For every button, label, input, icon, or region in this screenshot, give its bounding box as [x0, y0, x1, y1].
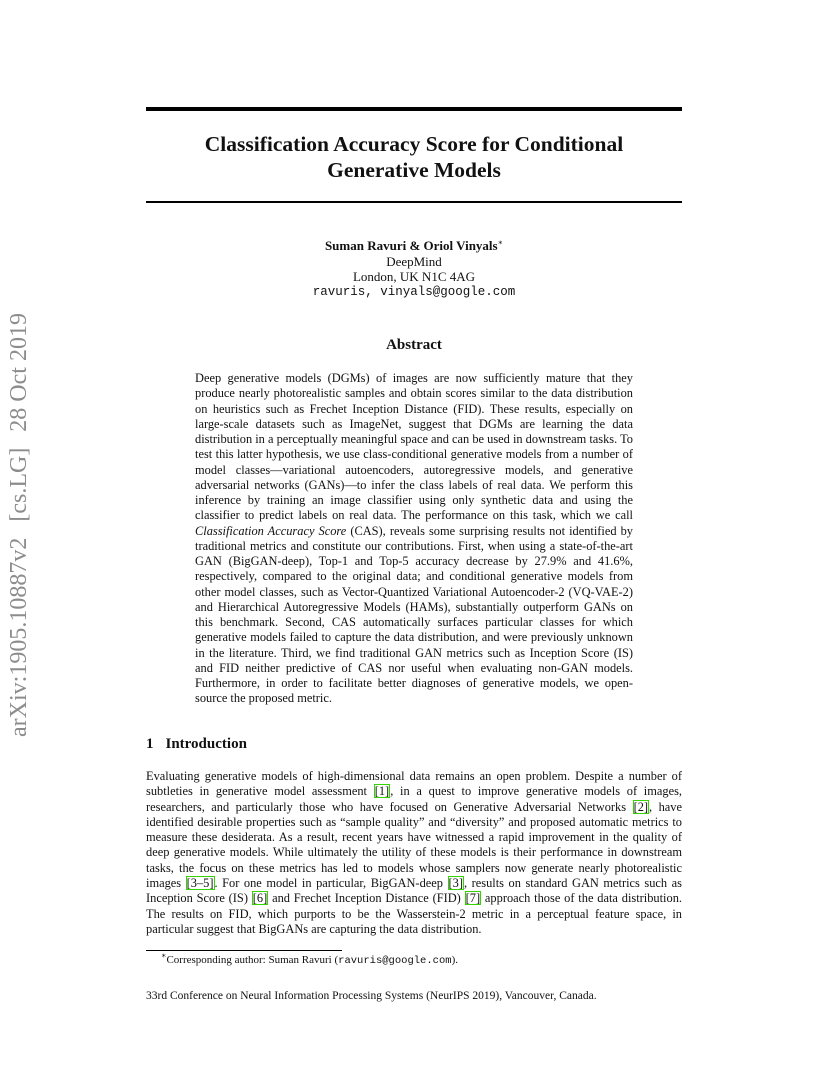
arxiv-date: 28 Oct 2019	[6, 313, 32, 432]
section-title: Introduction	[165, 736, 247, 752]
intro-text-4: . For one model in particular, BigGAN-deep	[214, 876, 448, 891]
footnote-email: ravuris@google.com	[338, 955, 452, 967]
author-block	[146, 238, 682, 300]
section-number: 1	[146, 736, 154, 752]
footnote-text-before: Corresponding author: Suman Ravuri (	[166, 954, 339, 966]
footnote-mark: ∗	[161, 951, 167, 960]
intro-text-7: approach those of the data distribution. The results on FID, which purports to be the Wasserstein-2 metric in a perceptual feature space, in particular suggest that BigGANs are capturing the data distribution.	[146, 891, 682, 936]
title-line-1: Classification Accuracy Score for Conditional	[204, 132, 624, 156]
citation-link[interactable]: [6]	[252, 891, 268, 906]
footnote-text-after: ).	[451, 954, 458, 966]
title-top-rule	[146, 107, 682, 111]
author-location: London, UK N1C 4AG	[352, 269, 476, 284]
arxiv-id: arXiv:1905.10887v2	[6, 537, 32, 737]
citation-link[interactable]: [3–5]	[186, 876, 214, 891]
intro-text-6: and Frechet Inception Distance (FID)	[268, 891, 465, 906]
footnote	[161, 953, 458, 968]
abstract-text-italic: Classification Accuracy Score	[195, 523, 347, 538]
intro-text-5: , results on standard GAN metrics such as Inception Score (IS)	[146, 876, 682, 906]
abstract-body	[195, 371, 633, 707]
title-bottom-rule	[146, 201, 682, 203]
abstract-text-1: Deep generative models (DGMs) of images are now sufficiently mature that they produce nearly photorealistic samples and obtain scores similar to the data distribution on heuristics such as Frechet Inception Distance (FID). These results, especially on large-scale datasets such as ImageNet, suggest that DGMs are learning the data distribution in a perceptually meaningful space and can be used in downstream tasks. To test this latter hypothesis, we use class-conditional generative models from a number of model classes—variational autoencoders, autoregressive models, and generative adversarial networks (GANs)—to infer the class labels of real data. We perform this inference by training an image classifier using only synthetic data and using the classifier to predict labels on real data. The performance on this task, which we call	[195, 371, 633, 523]
arxiv-stamp	[3, 290, 35, 760]
paper-title	[146, 131, 682, 183]
citation-link[interactable]: [1]	[374, 784, 390, 799]
title-line-2: Generative Models	[327, 158, 501, 182]
footnote-rule	[146, 950, 342, 951]
arxiv-category: [cs.LG]	[6, 447, 32, 522]
citation-link[interactable]: [2]	[633, 799, 649, 814]
introduction-body	[146, 769, 682, 937]
intro-text-3: , have identified desirable properties such as “sample quality” and “diversity” and proposed automatic metrics to measure these desiderata. As a result, recent years have witnessed a rapid improvement in the quality of deep generative models. While ultimately the utility of these models is their performance in downstream tasks, the focus on these metrics has led to models whose samplers now generate nearly photorealistic images	[146, 799, 682, 891]
intro-text-1: Evaluating generative models of high-dimensional data remains an open problem. Despite a number of subtleties in generative model assessment	[146, 769, 682, 799]
citation-link[interactable]: [7]	[465, 891, 481, 906]
author-footnote-mark[interactable]: ∗	[497, 238, 504, 247]
abstract-heading: Abstract	[386, 337, 442, 353]
abstract-text-2: (CAS), reveals some surprising results not identified by traditional metrics and constitute our contributions. First, when using a state-of-the-art GAN (BigGAN-deep), Top-1 and Top-5 accuracy decrease by 27.9% and 41.6%, respectively, compared to the original data; and conditional generative models from other model classes, such as Vector-Quantized Variational Autoencoder-2 (VQ-VAE-2) and Hierarchical Autoregressive Models (HAMs), substantially outperform GANs on this benchmark. Second, CAS automatically surfaces particular classes for which generative models failed to capture the data distribution, and were previously unknown in the literature. Third, we find traditional GAN metrics such as Inception Score (IS) and FID neither predictive of CAS nor useful when evaluating non-GAN models. Furthermore, in order to facilitate better diagnoses of generative models, we open-source the proposed metric.	[195, 523, 633, 706]
author-email: ravuris, vinyals@google.com	[312, 284, 516, 299]
section-heading-introduction	[146, 736, 247, 753]
author-names: Suman Ravuri & Oriol Vinyals	[324, 238, 498, 253]
citation-link[interactable]: [3]	[448, 876, 463, 891]
author-affiliation: DeepMind	[386, 253, 442, 269]
intro-text-2: , in a quest to improve generative models of images, researchers, and particularly those who have focused on Generative Adversarial Networks	[146, 784, 682, 814]
conference-note: 33rd Conference on Neural Information Processing Systems (NeurIPS 2019), Vancouver, Canada.	[146, 990, 597, 1002]
